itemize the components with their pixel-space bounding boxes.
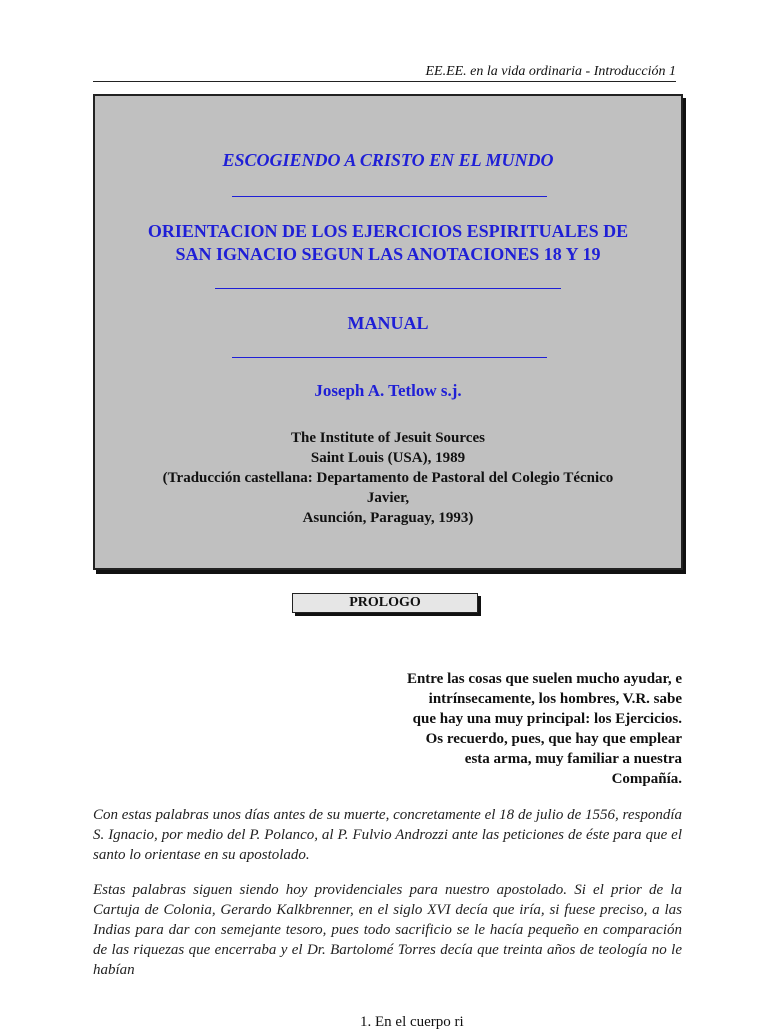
publisher-line: Javier, <box>366 490 410 506</box>
book-subtitle <box>95 220 681 266</box>
manual-label: MANUAL <box>347 313 429 333</box>
title-divider <box>232 196 547 197</box>
publisher-line: The Institute of Jesuit Sources <box>291 430 485 446</box>
subtitle-line: SAN IGNACIO SEGUN LAS ANOTACIONES 18 Y 19 <box>175 244 601 264</box>
epigraph-quote <box>330 669 682 789</box>
title-box <box>93 94 683 570</box>
cut-off-text: 1. En el cuerpo ri <box>360 1014 464 1030</box>
subtitle-divider <box>215 288 561 289</box>
publisher-info <box>95 428 681 528</box>
body-paragraph: Estas palabras siguen siendo hoy providenciales para nuestro apostolado. Si el prior de la Cartuja de Colonia, Gerardo Kalkbrenner, en el siglo XVI decía que iría, si fuese preciso, a las Indias para dar con semejante tesoro, pues todo sacrificio se le hacía pequeño en comparación de las riquezas que encerraba y el Dr. Bartolomé Torres decía que treinta años de teología no le habían <box>93 882 682 978</box>
author-name: Joseph A. Tetlow s.j. <box>314 381 462 400</box>
quote-line: que hay una muy principal: los Ejercicios. <box>412 711 682 727</box>
publisher-line: Asunción, Paraguay, 1993) <box>302 510 474 526</box>
running-header: EE.EE. en la vida ordinaria - Introducción 1 <box>93 64 676 82</box>
subtitle-line: ORIENTACION DE LOS EJERCICIOS ESPIRITUALES DE <box>147 221 629 241</box>
publisher-line: (Traducción castellana: Departamento de Pastoral del Colegio Técnico <box>162 470 614 486</box>
quote-line: intrínsecamente, los hombres, V.R. sabe <box>428 691 682 707</box>
quote-line: Compañía. <box>611 771 682 787</box>
publisher-line: Saint Louis (USA), 1989 <box>310 450 466 466</box>
section-heading-prologo: PROLOGO <box>292 593 478 613</box>
quote-line: Os recuerdo, pues, que hay que emplear <box>425 731 682 747</box>
book-title: ESCOGIENDO A CRISTO EN EL MUNDO <box>222 150 554 170</box>
quote-line: Entre las cosas que suelen mucho ayudar, e <box>406 671 682 687</box>
body-paragraph: Con estas palabras unos días antes de su muerte, concretamente el 18 de julio de 1556, respondía S. Ignacio, por medio del P. Polanco, al P. Fulvio Androzzi ante las peticiones de éste para que el santo lo orientase en su apostolado. <box>93 807 682 863</box>
quote-line: esta arma, muy familiar a nuestra <box>464 751 682 767</box>
manual-divider <box>232 357 547 358</box>
